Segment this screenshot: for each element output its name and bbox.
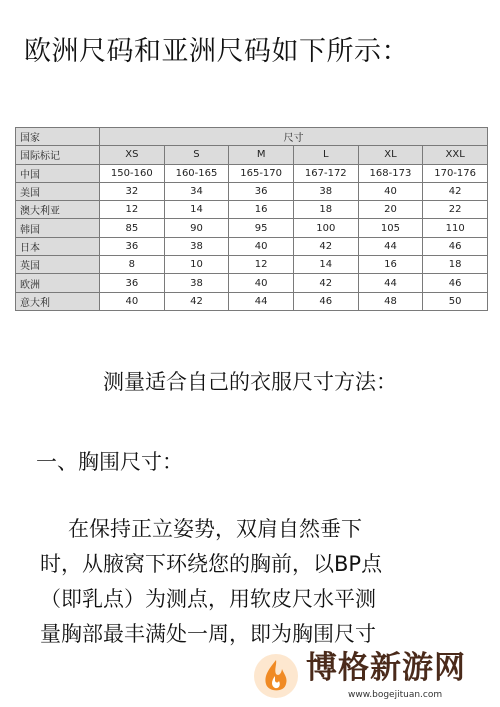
size-value-cell: 16 — [358, 256, 423, 274]
size-value-cell: 40 — [229, 274, 294, 292]
country-name: 英国 — [16, 256, 100, 274]
paragraph-line: （即乳点）为测点，用软皮尺水平测 — [40, 587, 376, 611]
size-value-cell: 36 — [100, 237, 165, 255]
size-value-cell: 36 — [100, 274, 165, 292]
table-row — [16, 256, 488, 274]
size-value-cell: 14 — [164, 201, 229, 219]
size-value-cell: 150-160 — [100, 164, 165, 182]
flame-logo-icon — [252, 652, 300, 700]
measure-method-subtitle: 测量适合自己的衣服尺寸方法： — [103, 370, 397, 394]
size-label: XS — [100, 146, 165, 164]
size-label: XL — [358, 146, 423, 164]
country-name: 韩国 — [16, 219, 100, 237]
size-value-cell: 167-172 — [293, 164, 358, 182]
header-standard-label: 国际标记 — [16, 146, 100, 164]
watermark-name: 博格新游网 — [306, 650, 466, 686]
table-size-row — [16, 146, 488, 164]
size-value-cell: 18 — [423, 256, 488, 274]
size-value-cell: 105 — [358, 219, 423, 237]
size-value-cell: 16 — [229, 201, 294, 219]
size-value-cell: 95 — [229, 219, 294, 237]
size-value-cell: 40 — [229, 237, 294, 255]
paragraph-line: 时，从腋窝下环绕您的胸前，以BP点 — [40, 552, 383, 576]
size-value-cell: 18 — [293, 201, 358, 219]
size-value-cell: 100 — [293, 219, 358, 237]
header-country: 国家 — [16, 128, 100, 146]
section-heading-chest: 一、胸围尺寸： — [36, 450, 183, 474]
size-value-cell: 85 — [100, 219, 165, 237]
country-name: 美国 — [16, 182, 100, 200]
size-label: XXL — [423, 146, 488, 164]
size-value-cell: 44 — [358, 274, 423, 292]
size-value-cell: 42 — [164, 292, 229, 310]
size-value-cell: 12 — [100, 201, 165, 219]
size-value-cell: 48 — [358, 292, 423, 310]
size-value-cell: 34 — [164, 182, 229, 200]
size-value-cell: 42 — [293, 237, 358, 255]
table-row — [16, 292, 488, 310]
country-name: 中国 — [16, 164, 100, 182]
country-name: 意大利 — [16, 292, 100, 310]
size-value-cell: 40 — [100, 292, 165, 310]
paragraph-line: 量胸部最丰满处一周，即为胸围尺寸 — [40, 622, 376, 646]
country-name: 澳大利亚 — [16, 201, 100, 219]
page-title: 欧洲尺码和亚洲尺码如下所示： — [24, 36, 409, 67]
table-row — [16, 237, 488, 255]
size-value-cell: 46 — [423, 237, 488, 255]
table-row — [16, 219, 488, 237]
paragraph-line: 在保持正立姿势，双肩自然垂下 — [68, 517, 362, 541]
size-value-cell: 168-173 — [358, 164, 423, 182]
size-value-cell: 50 — [423, 292, 488, 310]
size-value-cell: 36 — [229, 182, 294, 200]
size-value-cell: 42 — [293, 274, 358, 292]
size-value-cell: 160-165 — [164, 164, 229, 182]
size-value-cell: 12 — [229, 256, 294, 274]
size-value-cell: 8 — [100, 256, 165, 274]
size-value-cell: 44 — [358, 237, 423, 255]
country-name: 日本 — [16, 237, 100, 255]
size-value-cell: 32 — [100, 182, 165, 200]
size-value-cell: 90 — [164, 219, 229, 237]
site-watermark — [252, 648, 492, 704]
size-value-cell: 44 — [229, 292, 294, 310]
size-label: M — [229, 146, 294, 164]
header-size: 尺寸 — [100, 128, 488, 146]
size-value-cell: 165-170 — [229, 164, 294, 182]
size-value-cell: 20 — [358, 201, 423, 219]
size-value-cell: 40 — [358, 182, 423, 200]
table-header-row — [16, 128, 488, 146]
watermark-url: www.bogejituan.com — [348, 690, 443, 700]
country-name: 欧洲 — [16, 274, 100, 292]
size-value-cell: 38 — [164, 274, 229, 292]
size-comparison-table — [15, 127, 488, 311]
size-value-cell: 22 — [423, 201, 488, 219]
chest-instructions — [40, 512, 480, 652]
size-value-cell: 10 — [164, 256, 229, 274]
size-value-cell: 110 — [423, 219, 488, 237]
size-value-cell: 38 — [164, 237, 229, 255]
size-label: L — [293, 146, 358, 164]
size-value-cell: 38 — [293, 182, 358, 200]
size-value-cell: 46 — [423, 274, 488, 292]
size-value-cell: 42 — [423, 182, 488, 200]
table-row — [16, 274, 488, 292]
size-value-cell: 46 — [293, 292, 358, 310]
size-value-cell: 14 — [293, 256, 358, 274]
size-value-cell: 170-176 — [423, 164, 488, 182]
table-row — [16, 182, 488, 200]
table-row — [16, 201, 488, 219]
table-row — [16, 164, 488, 182]
size-label: S — [164, 146, 229, 164]
